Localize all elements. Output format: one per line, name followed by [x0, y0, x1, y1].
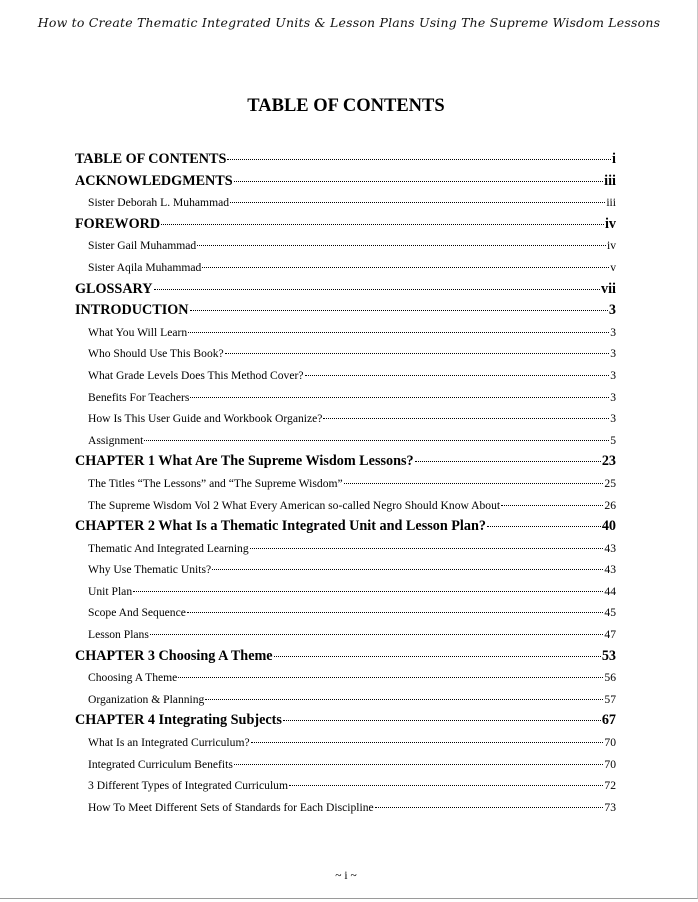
toc-entry-subheading[interactable] — [75, 581, 616, 603]
toc-entry-subheading[interactable] — [75, 365, 616, 387]
dot-leader — [190, 310, 608, 311]
toc-entry-subheading[interactable] — [75, 343, 616, 365]
dot-leader — [323, 418, 609, 419]
toc-entry-label: Sister Aqila Muhammad — [88, 260, 202, 274]
dot-leader — [161, 224, 604, 225]
toc-entry-label: ACKNOWLEDGMENTS — [75, 172, 233, 189]
table-of-contents — [75, 149, 616, 818]
toc-entry-page-number: iii — [604, 172, 616, 189]
dot-leader — [205, 699, 603, 700]
toc-entry-page-number: iv — [606, 239, 616, 253]
dot-leader — [487, 526, 601, 527]
page-number-footer: ~ i ~ — [335, 870, 357, 882]
toc-entry-page-number: 3 — [610, 347, 616, 361]
toc-entry-label: Thematic And Integrated Learning — [88, 541, 249, 555]
toc-entry-page-number: 47 — [604, 628, 616, 642]
toc-entry-page-number: i — [612, 151, 616, 167]
toc-entry-heading[interactable] — [75, 646, 616, 668]
toc-entry-page-number: 70 — [604, 757, 616, 771]
dot-leader — [375, 807, 604, 808]
toc-entry-page-number: 3 — [610, 368, 616, 382]
toc-entry-subheading[interactable] — [75, 602, 616, 624]
toc-entry-page-number: 23 — [601, 453, 616, 470]
toc-entry-label: Integrated Curriculum Benefits — [88, 757, 233, 771]
dot-leader — [283, 720, 601, 721]
toc-entry-label: How Is This User Guide and Workbook Organize? — [88, 412, 323, 426]
toc-entry-page-number: 53 — [601, 647, 616, 664]
toc-entry-label: Benefits For Teachers — [88, 390, 190, 404]
toc-entry-label: How To Meet Different Sets of Standards for Each Discipline — [88, 800, 374, 814]
dot-leader — [190, 397, 609, 398]
toc-entry-label: Lesson Plans — [88, 628, 149, 642]
toc-entry-label: CHAPTER 4 Integrating Subjects — [75, 712, 282, 729]
toc-entry-heading[interactable] — [75, 149, 616, 171]
toc-entry-label: 3 Different Types of Integrated Curriculum — [88, 779, 288, 793]
toc-entry-label: The Supreme Wisdom Vol 2 What Every American so-called Negro Should Know About — [88, 498, 501, 512]
toc-entry-heading[interactable] — [75, 451, 616, 473]
toc-entry-page-number: 3 — [610, 412, 616, 426]
dot-leader — [234, 764, 604, 765]
toc-entry-page-number: 5 — [610, 433, 616, 447]
toc-entry-subheading[interactable] — [75, 235, 616, 257]
dot-leader — [305, 375, 610, 376]
toc-entry-page-number: 43 — [604, 541, 616, 555]
toc-entry-heading[interactable] — [75, 300, 616, 322]
toc-entry-label: GLOSSARY — [75, 280, 153, 297]
toc-entry-subheading[interactable] — [75, 322, 616, 344]
toc-entry-subheading[interactable] — [75, 559, 616, 581]
toc-entry-subheading[interactable] — [75, 754, 616, 776]
dot-leader — [274, 656, 601, 657]
dot-leader — [133, 591, 603, 592]
toc-entry-label: Organization & Planning — [88, 692, 205, 706]
running-header: How to Create Thematic Integrated Units & Lesson Plans Using The Supreme Wisdom Lessons — [37, 15, 661, 30]
toc-entry-page-number: 43 — [604, 563, 616, 577]
toc-entry-page-number: 56 — [604, 671, 616, 685]
toc-entry-page-number: 72 — [604, 779, 616, 793]
dot-leader — [212, 569, 603, 570]
toc-entry-label: What Is an Integrated Curriculum? — [88, 736, 250, 750]
toc-entry-heading[interactable] — [75, 516, 616, 538]
toc-entry-label: Unit Plan — [88, 584, 133, 598]
toc-entry-heading[interactable] — [75, 279, 616, 301]
dot-leader — [187, 612, 604, 613]
toc-entry-subheading[interactable] — [75, 667, 616, 689]
toc-entry-subheading[interactable] — [75, 495, 616, 517]
dot-leader — [234, 181, 604, 182]
toc-entry-label: Sister Gail Muhammad — [88, 239, 197, 253]
toc-entry-page-number: 26 — [604, 498, 616, 512]
toc-entry-subheading[interactable] — [75, 257, 616, 279]
dot-leader — [178, 677, 603, 678]
toc-entry-subheading[interactable] — [75, 775, 616, 797]
toc-entry-page-number: 70 — [604, 736, 616, 750]
toc-entry-page-number: vii — [601, 280, 616, 297]
dot-leader — [251, 742, 604, 743]
toc-entry-label: Assignment — [88, 433, 144, 447]
dot-leader — [144, 440, 609, 441]
toc-entry-heading[interactable] — [75, 214, 616, 236]
toc-entry-subheading[interactable] — [75, 408, 616, 430]
dot-leader — [150, 634, 604, 635]
dot-leader — [289, 785, 603, 786]
toc-entry-page-number: iv — [604, 215, 616, 232]
toc-entry-page-number: 67 — [601, 712, 616, 729]
toc-entry-label: Choosing A Theme — [88, 671, 178, 685]
toc-entry-label: Scope And Sequence — [88, 606, 186, 620]
dot-leader — [501, 505, 603, 506]
toc-entry-page-number: iii — [606, 196, 616, 210]
toc-entry-label: What Grade Levels Does This Method Cover? — [88, 368, 304, 382]
dot-leader — [230, 202, 605, 203]
toc-entry-label: CHAPTER 3 Choosing A Theme — [75, 647, 273, 664]
toc-entry-label: What You Will Learn — [88, 325, 188, 339]
toc-entry-label: Who Should Use This Book? — [88, 347, 224, 361]
toc-entry-heading[interactable] — [75, 710, 616, 732]
toc-entry-page-number: 57 — [604, 692, 616, 706]
toc-entry-label: TABLE OF CONTENTS — [75, 151, 227, 167]
toc-entry-label: CHAPTER 1 What Are The Supreme Wisdom Lessons? — [75, 453, 414, 470]
toc-entry-page-number: 45 — [604, 606, 616, 620]
toc-entry-subheading[interactable] — [75, 387, 616, 409]
toc-entry-page-number: 3 — [610, 325, 616, 339]
toc-entry-subheading[interactable] — [75, 732, 616, 754]
dot-leader — [197, 245, 606, 246]
toc-entry-label: INTRODUCTION — [75, 302, 189, 319]
toc-entry-page-number: 3 — [608, 302, 616, 319]
dot-leader — [188, 332, 609, 333]
dot-leader — [344, 483, 604, 484]
toc-entry-label: Why Use Thematic Units? — [88, 563, 212, 577]
toc-entry-heading[interactable] — [75, 171, 616, 193]
toc-entry-subheading[interactable] — [75, 624, 616, 646]
dot-leader — [202, 267, 609, 268]
toc-entry-subheading[interactable] — [75, 192, 616, 214]
toc-entry-label: The Titles “The Lessons” and “The Supreme Wisdom” — [88, 476, 343, 490]
dot-leader — [415, 461, 601, 462]
toc-entry-page-number: v — [610, 260, 616, 274]
toc-entry-label: Sister Deborah L. Muhammad — [88, 196, 230, 210]
toc-entry-page-number: 73 — [604, 800, 616, 814]
dot-leader — [227, 159, 611, 160]
toc-entry-page-number: 44 — [604, 584, 616, 598]
toc-entry-subheading[interactable] — [75, 473, 616, 495]
dot-leader — [250, 548, 604, 549]
toc-entry-page-number: 25 — [604, 476, 616, 490]
toc-entry-subheading[interactable] — [75, 430, 616, 452]
toc-entry-subheading[interactable] — [75, 689, 616, 711]
toc-entry-page-number: 40 — [601, 518, 616, 535]
toc-entry-subheading[interactable] — [75, 538, 616, 560]
dot-leader — [154, 289, 600, 290]
toc-entry-subheading[interactable] — [75, 797, 616, 819]
toc-entry-page-number: 3 — [610, 390, 616, 404]
toc-entry-label: FOREWORD — [75, 215, 161, 232]
dot-leader — [225, 353, 610, 354]
toc-entry-label: CHAPTER 2 What Is a Thematic Integrated Unit and Lesson Plan? — [75, 518, 486, 535]
page-title: TABLE OF CONTENTS — [247, 96, 445, 116]
